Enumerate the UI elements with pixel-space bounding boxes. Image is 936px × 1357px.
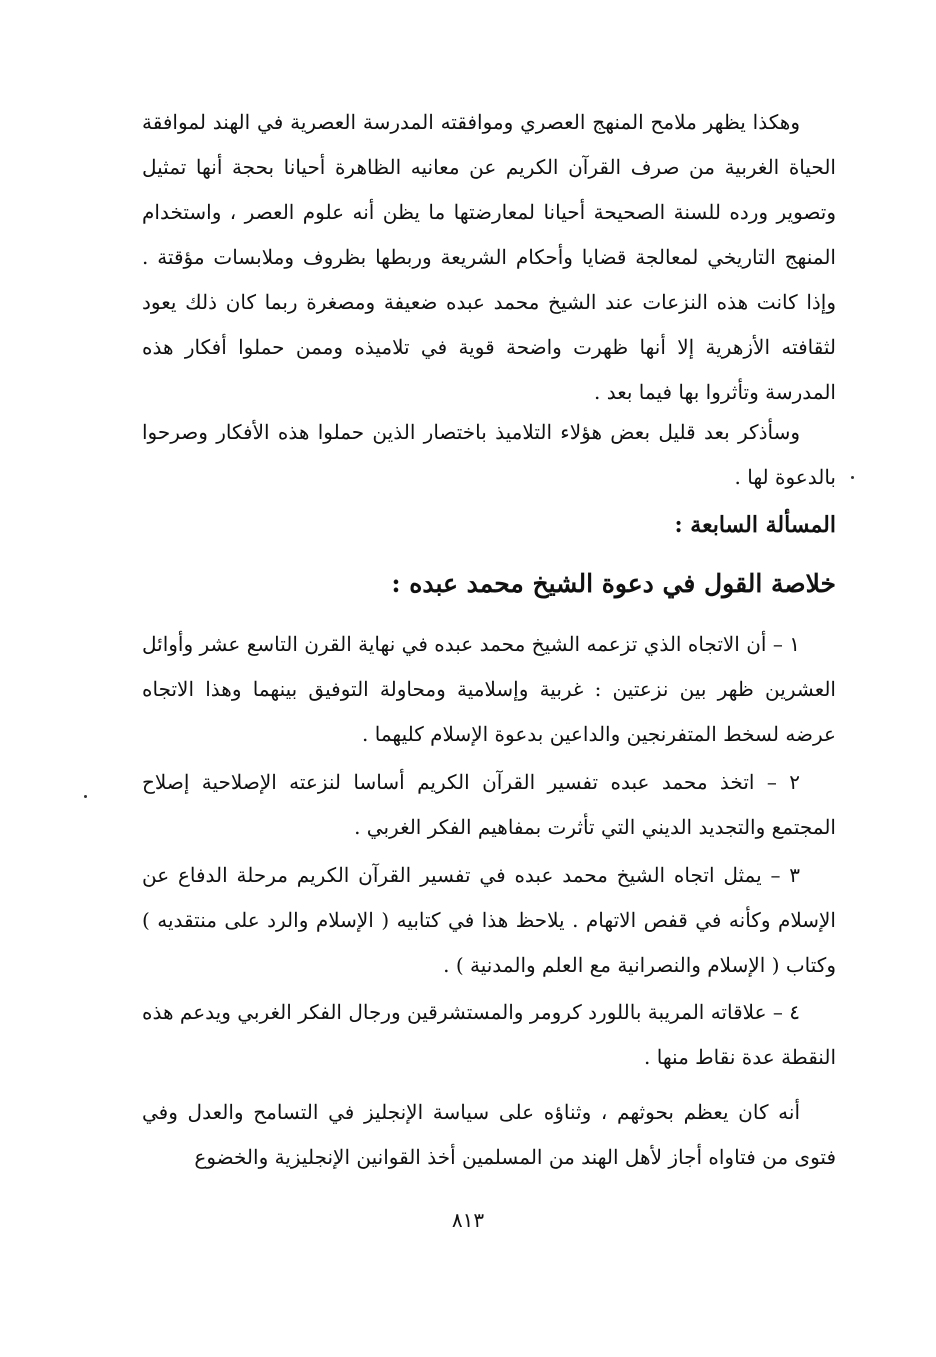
paragraph-students (142, 410, 836, 500)
summary-item-1-text: ١ – أن الاتجاه الذي تزعمه الشيخ محمد عبده في نهاية القرن التاسع عشر وأوائل العشرين ظهر بين نزعتين : غربية وإسلامية ومحاولة التوفيق بينهما وهذا الاتجاه عرضه لسخط المتفرنجين والداعين بدعوة الإسلام كليهما . (142, 632, 836, 746)
summary-heading: خلاصة القول في دعوة الشيخ محمد عبده : (391, 569, 836, 598)
scan-speck (851, 476, 854, 479)
paragraph-students-text: وسأذكر بعد قليل بعض هؤلاء التلاميذ باختصار الذين حملوا هذه الأفكار وصرحوا بالدعوة لها . (142, 420, 836, 489)
page-number: ٨١٣ (451, 1208, 485, 1232)
summary-item-4-text: ٤ – علاقاته المريبة باللورد كرومر والمستشرقين ورجال الفكر الغربي ويدعم هذه النقطة عدة نقاط منها . (142, 1000, 836, 1069)
summary-item-2-text: ٢ – اتخذ محمد عبده تفسير القرآن الكريم أساسا لنزعته الإصلاحية إصلاح المجتمع والتجديد الديني التي تأثرت بمفاهيم الفكر الغربي . (142, 770, 836, 839)
section-heading: المسألة السابعة : (674, 512, 836, 538)
paragraph-intro-text: وهكذا يظهر ملامح المنهج العصري وموافقته المدرسة العصرية في الهند لموافقة الحياة الغربية من صرف القرآن الكريم عن معانيه الظاهرة أحيانا بحجة أنها تمثيل وتصوير ورده للسنة الصحيحة أحيانا لمعارضتها ما يظن أنه علوم العصر ، واستخدام المنهج التاريخي لمعالجة قضايا وأحكام الشريعة وربطها بظروف وملابسات مؤقتة . وإذا كانت هذه النزعات عند الشيخ محمد عبده ضعيفة ومصغرة ربما كان ذلك يعود لثقافته الأزهرية إلا أنها ظهرت واضحة قوية في تلاميذه وممن حملوا أفكار هذه المدرسة وتأثروا بها فيما بعد . (142, 110, 836, 404)
summary-item-2 (142, 760, 836, 850)
summary-item-3-text: ٣ – يمثل اتجاه الشيخ محمد عبده في تفسير القرآن الكريم مرحلة الدفاع عن الإسلام وكأنه في قفص الاتهام . يلاحظ هذا في كتابيه ( الإسلام والرد على منتقديه ) وكتاب ( الإسلام والنصرانية مع العلم والمدنية ) . (142, 863, 836, 977)
paragraph-intro (142, 100, 836, 415)
summary-item-3 (142, 853, 836, 988)
paragraph-continuation (142, 1090, 836, 1180)
summary-item-1 (142, 622, 836, 757)
summary-item-4 (142, 990, 836, 1080)
scan-speck (84, 795, 87, 798)
paragraph-continuation-text: أنه كان يعظم بحوثهم ، وثناؤه على سياسة الإنجليز في التسامح والعدل وفي فتوى من فتاواه أجاز لأهل الهند من المسلمين أخذ القوانين الإنجليزية والخضوع (142, 1100, 836, 1169)
